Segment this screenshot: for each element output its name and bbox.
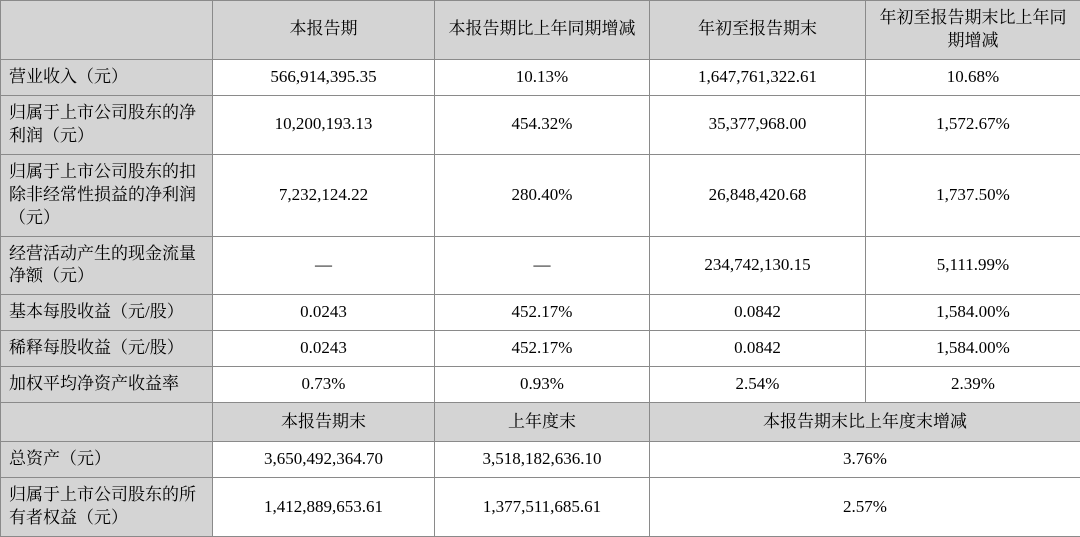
cell-roe-period-yoy: 0.93%	[435, 367, 650, 403]
cell-net-profit-deducted-ytd: 26,848,420.68	[650, 154, 866, 236]
header-cell-ytd-yoy: 年初至报告期末比上年同期增减	[866, 1, 1080, 60]
row-label-revenue: 营业收入（元）	[1, 59, 213, 95]
cell-revenue-period: 566,914,395.35	[213, 59, 435, 95]
cell-diluted-eps-period-yoy: 452.17%	[435, 331, 650, 367]
row-label-operating-cashflow: 经营活动产生的现金流量净额（元）	[1, 236, 213, 295]
secondary-header-cell-period-end: 本报告期末	[213, 403, 435, 442]
cell-net-profit-period: 10,200,193.13	[213, 95, 435, 154]
cell-diluted-eps-ytd: 0.0842	[650, 331, 866, 367]
cell-operating-cashflow-period: —	[213, 236, 435, 295]
table-row	[1, 331, 1080, 367]
cell-basic-eps-ytd: 0.0842	[650, 295, 866, 331]
row-label-net-profit-deducted: 归属于上市公司股东的扣除非经常性损益的净利润（元）	[1, 154, 213, 236]
cell-revenue-ytd-yoy: 10.68%	[866, 59, 1080, 95]
cell-total-assets-prior-year-end: 3,518,182,636.10	[435, 442, 650, 478]
header-cell-period: 本报告期	[213, 1, 435, 60]
cell-net-profit-deducted-period: 7,232,124.22	[213, 154, 435, 236]
cell-total-assets-change: 3.76%	[650, 442, 1080, 478]
cell-roe-period: 0.73%	[213, 367, 435, 403]
row-label-roe: 加权平均净资产收益率	[1, 367, 213, 403]
header-cell-period-yoy: 本报告期比上年同期增减	[435, 1, 650, 60]
table-row	[1, 236, 1080, 295]
table-row	[1, 442, 1080, 478]
header-cell-ytd: 年初至报告期末	[650, 1, 866, 60]
cell-operating-cashflow-period-yoy: —	[435, 236, 650, 295]
cell-revenue-period-yoy: 10.13%	[435, 59, 650, 95]
header-corner-cell	[1, 1, 213, 60]
cell-net-profit-period-yoy: 454.32%	[435, 95, 650, 154]
secondary-header-corner-cell	[1, 403, 213, 442]
row-label-net-profit: 归属于上市公司股东的净利润（元）	[1, 95, 213, 154]
table-row	[1, 478, 1080, 537]
cell-equity-period-end: 1,412,889,653.61	[213, 478, 435, 537]
secondary-header-cell-prior-year-end: 上年度末	[435, 403, 650, 442]
cell-net-profit-ytd-yoy: 1,572.67%	[866, 95, 1080, 154]
cell-diluted-eps-ytd-yoy: 1,584.00%	[866, 331, 1080, 367]
cell-operating-cashflow-ytd: 234,742,130.15	[650, 236, 866, 295]
secondary-header-cell-change: 本报告期末比上年度末增减	[650, 403, 1080, 442]
table-row	[1, 367, 1080, 403]
row-label-diluted-eps: 稀释每股收益（元/股）	[1, 331, 213, 367]
cell-operating-cashflow-ytd-yoy: 5,111.99%	[866, 236, 1080, 295]
row-label-equity: 归属于上市公司股东的所有者权益（元）	[1, 478, 213, 537]
cell-net-profit-deducted-period-yoy: 280.40%	[435, 154, 650, 236]
cell-basic-eps-period: 0.0243	[213, 295, 435, 331]
table-header-row	[1, 1, 1080, 60]
table-row	[1, 59, 1080, 95]
cell-basic-eps-ytd-yoy: 1,584.00%	[866, 295, 1080, 331]
table-row	[1, 95, 1080, 154]
cell-equity-prior-year-end: 1,377,511,685.61	[435, 478, 650, 537]
cell-total-assets-period-end: 3,650,492,364.70	[213, 442, 435, 478]
cell-net-profit-ytd: 35,377,968.00	[650, 95, 866, 154]
cell-roe-ytd: 2.54%	[650, 367, 866, 403]
cell-equity-change: 2.57%	[650, 478, 1080, 537]
cell-revenue-ytd: 1,647,761,322.61	[650, 59, 866, 95]
cell-net-profit-deducted-ytd-yoy: 1,737.50%	[866, 154, 1080, 236]
cell-roe-ytd-yoy: 2.39%	[866, 367, 1080, 403]
row-label-basic-eps: 基本每股收益（元/股）	[1, 295, 213, 331]
row-label-total-assets: 总资产（元）	[1, 442, 213, 478]
cell-basic-eps-period-yoy: 452.17%	[435, 295, 650, 331]
cell-diluted-eps-period: 0.0243	[213, 331, 435, 367]
secondary-header-row	[1, 403, 1080, 442]
table-row	[1, 295, 1080, 331]
table-row	[1, 154, 1080, 236]
